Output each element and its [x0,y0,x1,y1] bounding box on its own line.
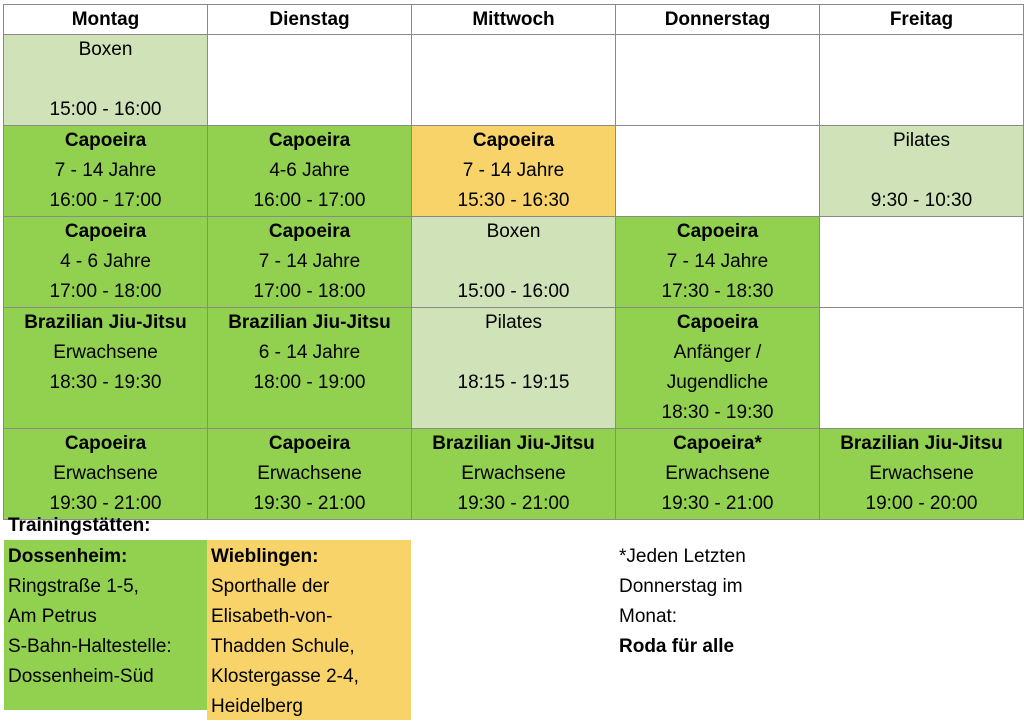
schedule-row [4,308,1024,429]
footnote [619,542,746,662]
location-line: Heidelberg [211,696,303,717]
class-title: Capoeira [268,221,351,242]
day-header-row [4,5,1024,35]
location-heading: Wieblingen: [211,546,319,567]
day-header-tuesday: Dienstag [208,5,412,35]
schedule-cell [4,308,208,429]
class-detail: 18:00 - 19:00 [253,372,366,393]
class-title: Capoeira [64,130,147,151]
class-detail: 19:00 - 20:00 [865,493,978,514]
class-title: Brazilian Jiu-Jitsu [840,433,1003,454]
class-detail: 19:30 - 21:00 [457,493,570,514]
class-detail: 15:00 - 16:00 [49,99,162,120]
class-detail: Pilates [484,312,543,333]
schedule-cell [208,429,412,520]
class-detail: Pilates [892,130,951,151]
class-title: Capoeira [676,312,759,333]
schedule-cell [820,217,1024,308]
class-detail: Erwachsene [257,463,362,484]
class-detail: Boxen [78,39,133,60]
day-header-wednesday: Mittwoch [412,5,616,35]
schedule-cell [616,429,820,520]
class-detail [4,65,207,95]
location-line: Ringstraße 1-5, [8,576,139,597]
class-detail: Boxen [486,221,541,242]
schedule-cell [820,35,1024,126]
schedule-cell [412,126,616,217]
location-heading: Dossenheim: [8,546,128,567]
class-detail: 17:00 - 18:00 [49,281,162,302]
class-detail [820,156,1023,186]
class-detail: 18:30 - 19:30 [49,372,162,393]
location-line: Klostergasse 2-4, [211,666,359,687]
class-detail: Jugendliche [666,372,769,393]
schedule-cell [820,429,1024,520]
schedule-body [4,35,1024,520]
class-detail: 19:30 - 21:00 [253,493,366,514]
schedule-cell [412,429,616,520]
class-title: Capoeira [64,221,147,242]
schedule-cell [616,126,820,217]
class-detail: 7 - 14 Jahre [462,160,565,181]
footnote-bold: Roda für alle [619,636,735,657]
schedule-cell [412,35,616,126]
class-detail: Erwachsene [53,463,158,484]
location-dossenheim [4,540,207,710]
class-title: Capoeira [676,221,759,242]
class-detail: Erwachsene [461,463,566,484]
class-detail [412,247,615,277]
location-wieblingen [207,540,411,720]
schedule-cell [208,217,412,308]
day-header-friday: Freitag [820,5,1024,35]
day-header-monday: Montag [4,5,208,35]
schedule-cell [616,217,820,308]
class-detail: 4-6 Jahre [269,160,350,181]
class-title: Capoeira* [673,433,762,454]
schedule-cell [4,217,208,308]
class-detail: 16:00 - 17:00 [49,190,162,211]
class-detail: Anfänger / [673,342,762,363]
schedule-cell [208,126,412,217]
class-detail: 18:30 - 19:30 [661,402,774,423]
schedule-row [4,35,1024,126]
class-detail: 6 - 14 Jahre [258,342,361,363]
schedule-row [4,126,1024,217]
class-title: Capoeira [472,130,555,151]
footnote-line: Monat: [619,606,678,627]
schedule-row [4,429,1024,520]
class-title: Brazilian Jiu-Jitsu [228,312,391,333]
schedule-cell [4,126,208,217]
class-title: Capoeira [268,130,351,151]
class-detail: 18:15 - 19:15 [457,372,570,393]
class-detail: 7 - 14 Jahre [666,251,769,272]
schedule-row [4,217,1024,308]
location-line: S-Bahn-Haltestelle: [8,636,172,657]
location-line: Am Petrus [8,606,97,627]
location-line: Thadden Schule, [211,636,355,657]
footnote-line: *Jeden Letzten [619,546,746,567]
class-title: Capoeira [268,433,351,454]
class-detail: Erwachsene [869,463,974,484]
class-detail: 9:30 - 10:30 [870,190,973,211]
class-title: Brazilian Jiu-Jitsu [24,312,187,333]
class-title: Brazilian Jiu-Jitsu [432,433,595,454]
schedule-cell [208,308,412,429]
class-detail: 19:30 - 21:00 [49,493,162,514]
class-detail: 17:30 - 18:30 [661,281,774,302]
day-header-thursday: Donnerstag [616,5,820,35]
class-detail: Erwachsene [53,342,158,363]
class-title: Capoeira [64,433,147,454]
class-detail: 16:00 - 17:00 [253,190,366,211]
class-detail: 15:00 - 16:00 [457,281,570,302]
class-detail: 17:00 - 18:00 [253,281,366,302]
location-line: Dossenheim-Süd [8,666,154,687]
legend-title: Trainingstätten: [8,515,151,536]
class-detail: 4 - 6 Jahre [60,251,151,272]
class-detail: Erwachsene [665,463,770,484]
schedule-cell [820,308,1024,429]
schedule-cell [4,429,208,520]
footnote-line: Donnerstag im [619,576,743,597]
schedule-cell [616,35,820,126]
location-line: Elisabeth-von- [211,606,333,627]
class-detail: 7 - 14 Jahre [54,160,157,181]
class-detail [412,338,615,368]
schedule-cell [4,35,208,126]
schedule-cell [412,308,616,429]
schedule-cell [616,308,820,429]
schedule-cell [820,126,1024,217]
location-line: Sporthalle der [211,576,330,597]
class-detail: 19:30 - 21:00 [661,493,774,514]
schedule-cell [208,35,412,126]
schedule-table [3,4,1024,520]
class-detail: 15:30 - 16:30 [457,190,570,211]
class-detail: 7 - 14 Jahre [258,251,361,272]
schedule-cell [412,217,616,308]
